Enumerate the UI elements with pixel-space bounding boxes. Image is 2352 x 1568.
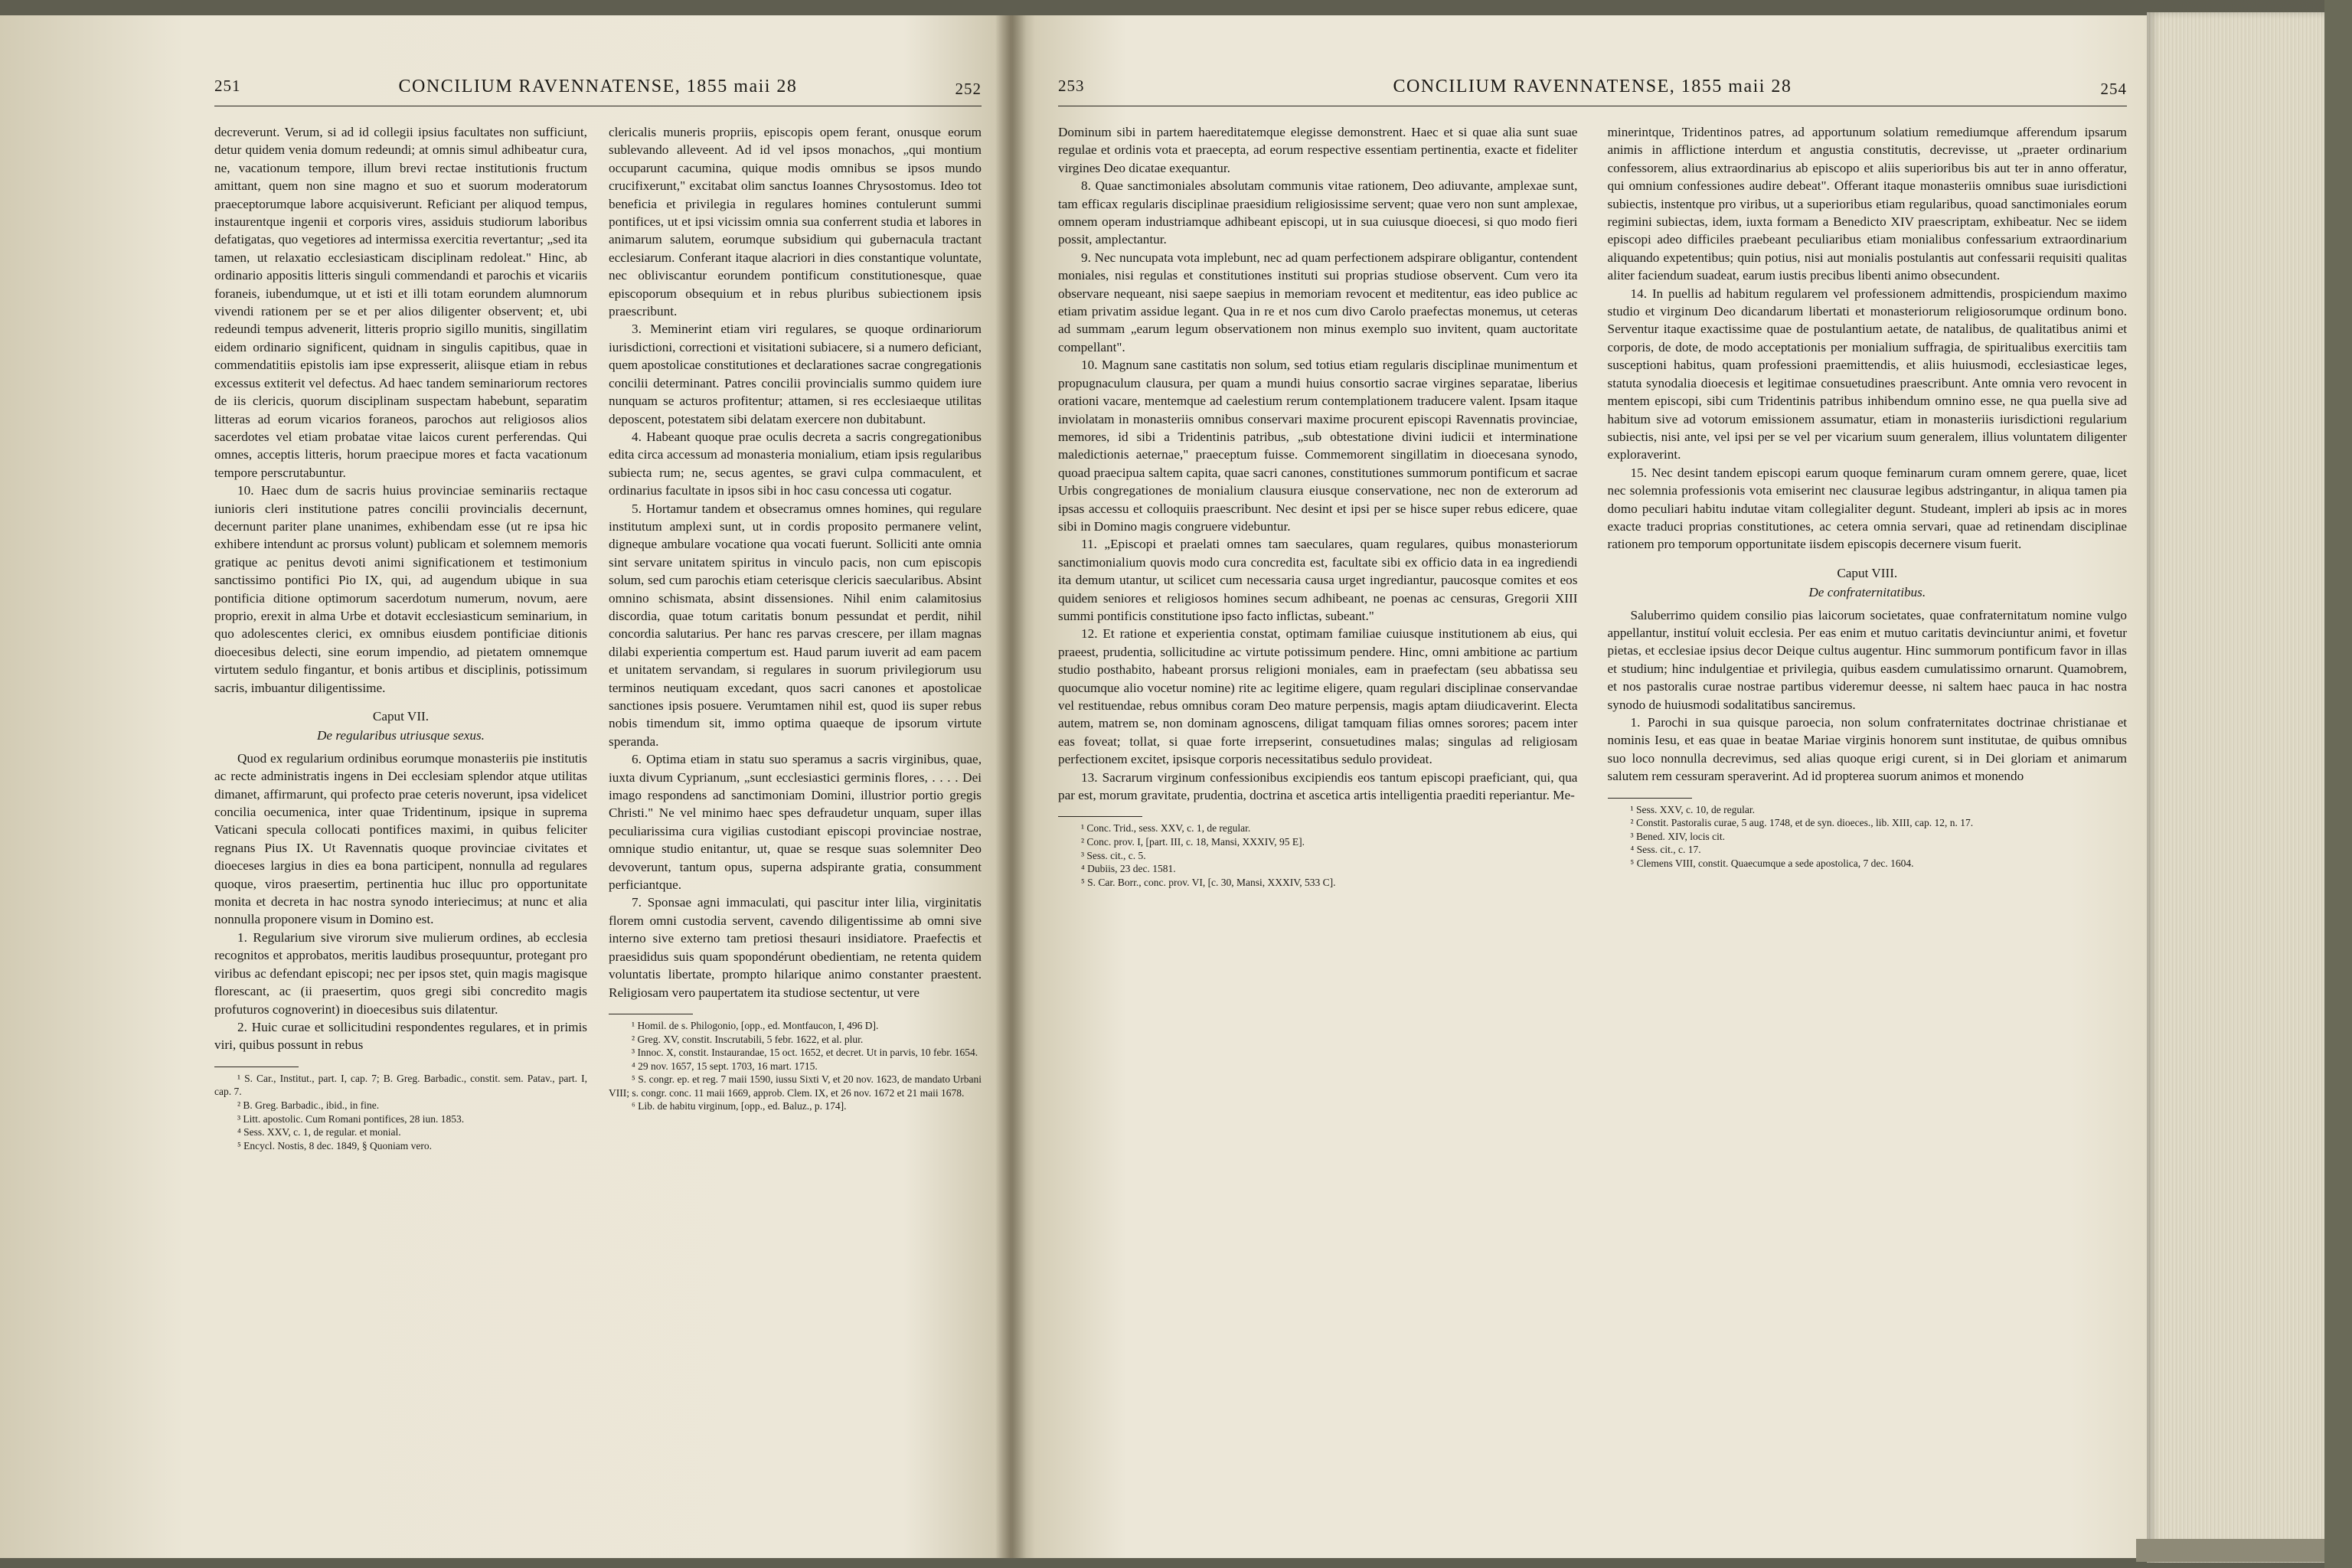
- paragraph: 5. Hortamur tandem et obsecramus omnes homines, qui regulare institutum amplexi sunt, ut in cordis proposito permanere velint, digneque ambulare vocatione qua vocati fuerunt. Solliciti ante omnia sint servare unitatem spiritus in vinculo pacis, non cum episcopis solum, sed cum parochis etiam ceterisque clericis saecularibus. Absint omnino schismata, absint dissensiones. Nihil enim calamitosius discordia, quae totum caritatis bonum pessundat et perdit, nihil concordia salutarius. Per hanc res parvas crescere, per illam magnas dilabi experientia compertum est. Haud parum iuverit ad eam pacem et unitatem servandam, si regulares in suorum privilegiorum usu terminos neutiquam excedant, quos sacri canones et apostolicae sanctiones ipsis posuere. Verumtamen nihil est, quod iis super rebus nobis timendum sit, immo optima quaeque de ipsorum virtute speranda.: [609, 501, 982, 749]
- paragraph: 9. Nec nuncupata vota implebunt, nec ad quam perfectionem adspirare obligantur, contendent moniales, nisi regulas et constitutiones instituti sui proprias studiose observent. Cum vero ita observare nequeant, nisi saepe saepius in memoriam revocent et meditentur, eas ideo publice ac etiam privatim assidue legant. Qua in re et nos cum divo Carolo praefectas monemus, ut ceteras ad summam „earum legum observationem non minus exemplo suo invitent, quam auctoritate compellant".: [1058, 250, 1578, 354]
- column-254: [1608, 123, 2127, 889]
- paragraph: clericalis muneris propriis, episcopis opem ferant, onusque eorum sublevando alleveent. Ad id vel ipsos monachos, „qui montium occuparunt cacumina, quique modis omnibus se ipsos mundo crucifixerunt," excitabat olim sanctus Ioannes Chrysostomus. Ideo tot beneficia et privilegia in regulares homines contulerunt summi pontifices, ut et ipsi vicissim omnia sua conferrent studia et labores in animarum salutem, eorumque subsidium qui gubernacula tractant ecclesiarum. Conferant itaque alacriori in dies constantique voluntate, nec obliviscantur eorundem pontificum constitutionesque, quae episcoporum obsequium et in rebus pluribus subiectionem ipsis praescribunt.: [609, 125, 982, 319]
- footnote: ⁶ Lib. de habitu virginum, [opp., ed. Baluz., p. 174].: [632, 1100, 847, 1112]
- footnote: ¹ S. Car., Institut., part. I, cap. 7; B. Greg. Barbadic., constit. sem. Patav., part. I, cap. 7.: [214, 1072, 587, 1098]
- paragraph: 3. Meminerint etiam viri regulares, se quoque ordinariorum iurisdictioni, correctioni et visitationi subiacere, si a numero deficiant, quem apostolicae constitutiones et declarationes sacrae congregationis concilii determinant. Patres concilii provincialis summo quidem iure nunquam se acturos profitentur; attamen, si res ecclesiaeque utilitas deposcent, potestatem sibi delatam exercere non dubitabunt.: [609, 322, 982, 426]
- footnote: ² B. Greg. Barbadic., ibid., in fine.: [237, 1099, 380, 1111]
- footnote: ⁴ 29 nov. 1657, 15 sept. 1703, 16 mart. 1715.: [632, 1060, 818, 1072]
- paragraph: 6. Optima etiam in statu suo speramus a sacris virginibus, quae, iuxta divum Cyprianum, „sunt ecclesiastici germinis flores, . . . . Dei imago respondens ad sanctimoniam Domini, illustrior portio gregis Christi." Ne vel minimo haec spes defraudetur unquam, super illas peculiarissima cura vigilias custodiant episcopi provinciae nostrae, omnique studio enitantur, ut, quae se resque suas solemniter Deo devoverunt, tantum opus, superna adspirante gratia, consumment perficiantque.: [609, 752, 982, 893]
- paragraph: decreverunt. Verum, si ad id collegii ipsius facultates non sufficiunt, detur quidem venia domum redeundi; at omnis simul adhibeatur cura, ne, vacationum tempore, illum brevi rectae institutionis fructum amittant, quem non sine magno et suo et suorum moderatorum praeceptorumque labore acquisiverunt. Reficiant per aliquod tempus, instaurentque ingenii et corporis vires, assiduis studiorum laboribus defatigatas, quo vegetiores ad intermissa exercitia revertantur; „sed ita tamen, ut relaxatio ecclesiasticam disciplinam redoleat." Hinc, ab ordinario appositis litteris singuli commendandi et parochis et vicariis foraneis, iubendumque, ut et isti et illi totam eorundem alumnorum vivendi rationem per se et per alios diligenter observent; et, ubi redeundi tempus advenerit, litteris proprio sigillo munitis, singillatim eidem ordinario significent, quidnam in singulis capitibus, quae in commendatitiis epistolis iam ipse expresserit, aliisque etiam in rebus excessus extiterit vel defectus. Ad haec tandem seminariorum rectores de iis clericis, quorum disciplinam suspectam habebunt, separatim litteras ad eorum vicarios foraneos, parochos aut religiosos alios sacerdotes vel etiam probatae vitae laicos curent perferendas. Qui omnes, acceptis litteris, horum praecipue mores et facta vacationum tempore perscrutabuntur.: [214, 125, 587, 480]
- paragraph: 10. Haec dum de sacris huius provinciae seminariis rectaque iunioris cleri institutione patres concilii provincialis decernunt, decernunt pariter plane unanimes, exhibendam esse (ut re ipsa hic exhibere intendunt ac prorsus volunt) publicam et solemnem memoris gratique ac penitus devoti animi significationem et testimonium sanctissimo pontifici Pio IX, qui, ad augendum ubique in sua pontificia ditione optimorum sacerdotum numerum, novum, aere proprio, erexit in alma Urbe et dotavit ecclesiasticum seminarium, in quo adolescentes clerici, ex omnibus eiusdem pontificiae ditionis dioecesibus delecti, sine eorum impendio, ad pietatem omnemque virtutem sedulo fingantur, et bonis artibus et disciplinis, potissimum sacris, imbuantur diligentissime.: [214, 483, 587, 695]
- running-head-right: [1058, 77, 2127, 106]
- column-251: [214, 123, 587, 1152]
- paragraph: 15. Nec desint tandem episcopi earum quoque feminarum curam omnem gerere, quae, licet nec solemnia professionis vota emiserint nec clausurae legibus adstringantur, in aliqua tamen pia domo peculiari habitu indutae vitam collegialiter degunt. Studeant, impleri ab ipsis ac in mores exacte traduci proprias constitutiones, ac cetera omnia servari, quae ad retinendam disciplinae rationem pro temporum opportunitate iisdem episcopis decernere visum fuerit.: [1607, 465, 2127, 552]
- paragraph: 13. Sacrarum virginum confessionibus excipiendis eos tantum episcopi praeficiant, qui, qua par est, morum gravitate, prudentia, doctrina et ascetica artis intelligentia praediti reperiantur. Me-: [1058, 769, 1578, 803]
- paragraph: Quod ex regularium ordinibus eorumque monasteriis pie institutis ac recte administratis ingens in Dei ecclesiam splendor atque utilitas dimanet, affirmarunt, qui profecto prae ceteris noverunt, ipsa videlicet concilia oecumenica, inter quae Tridentinum, ipsique in suprema Vaticani specula collocati pontifices maximi, in quibus feliciter regnans Pius IX. Ut Ravennatis quoque provinciae civitates et dioeceses largius in dies ea bona participent, nonnulla ad regulares quoque, viros praesertim, pertinentia huc illuc pro opportunitate monita et decreta in hac nostra synodo interiecimus; at nunc et alia nonnulla proponere visum in Domino est.: [214, 750, 587, 927]
- footnote: ⁵ Clemens VIII, constit. Quaecumque a sede apostolica, 7 dec. 1604.: [1630, 858, 1914, 869]
- footnote: ⁴ Sess. XXV, c. 1, de regular. et monial.: [237, 1126, 401, 1138]
- footnote: ³ Innoc. X, constit. Instaurandae, 15 oct. 1652, et decret. Ut in parvis, 10 febr. 1654.: [632, 1047, 978, 1059]
- running-head-left: [214, 77, 982, 106]
- paragraph: 12. Et ratione et experientia constat, optimam familiae cuiusque institutionem ab eius, qui praeest, prudentia, sollicitudine ac virtute potissimum pendere. Hinc, omni ambitione ac partium studio posthabito, habeant prorsus religioni moniales, eam in praefectam (seu abbatissa seu quocumque alio vocetur nomine) rite ac legitime eligere, quam regulari disciplinae conservandae vel restituendae, rebus omnibus coram Deo mature perpensis, magis aptam diiudicaverint. Electa autem, matrem se, non dominam agnoscens, diligat tamquam filias omnes sorores; pacem inter eas foveat; tollat, si quae forte irrepserint, consuetudines malas; singulas ad religiosam perfectionem excitet, ipsisque corporis necessitatibus sedulo provideat.: [1058, 626, 1578, 767]
- running-title: CONCILIUM RAVENNATENSE, 1855 maii 28: [398, 77, 798, 96]
- footnote: ⁵ S. Car. Borr., conc. prov. VI, [c. 30, Mansi, XXXIV, 533 C].: [1081, 876, 1336, 888]
- paragraph: 14. In puellis ad habitum regularem vel professionem admittendis, prospiciendum maximo studio et virginum Deo dicandarum libertati et monasteriorum religiosorumque ordinum bono. Serventur itaque exactissime quae de postulantium aetate, de natalibus, de qualitatibus animi et corporis, de dote, de modo acceptationis per monialium suffragia, de spiritualibus exercitiis tam susceptioni habitus, quam professioni praemittendis, et aliis huiusmodi, ecclesiasticae leges, statuta synodalia dioecesis et legitimae consuetudines praescribunt. Ante omnia vero revocent in mentem episcopi, sibi cum Tridentinis patribus inhibendum omnino esse, ne qua puella sive ad habitum sive ad votorum emissionem assumatur, etiam in monasteriis iurisdictioni regularium subiectis, nisi ante, vel ipsi per se vel per vicarium suum generalem, illius voluntatem diligenter exploraverint.: [1607, 286, 2127, 462]
- paragraph: 7. Sponsae agni immaculati, qui pascitur inter lilia, virginitatis florem omni custodia servent, cavendo diligentissime ab omni sive interno sive externo tam pretiosi thesauri insidiatore. Praefectis et praesididus suis quam spopondérunt obedientiam, ne retenta quidem voluntatis libertate, prompto hilarique animo constanter praestent. Religiosam vero paupertatem ita studiose sectentur, ut vere: [609, 895, 982, 1000]
- footnote: ³ Litt. apostolic. Cum Romani pontifices, 28 iun. 1853.: [237, 1112, 465, 1125]
- paragraph: 10. Magnum sane castitatis non solum, sed totius etiam regularis disciplinae munimentum et propugnaculum clausura, per quam a mundi huius consortio sacrae virgines separatae, liberius orationi vacare, mentemque ad caelestium rerum contemplationem traducere valent. Ipsam itaque inviolatam in monasteriis omnibus conservari maxime procurent episcopi Ravennatis provinciae, memores, id sibi a Tridentinis patribus, „sub obtestatione divini iudicii et interminatione maledictionis aeternae," praeceptum fuisse. Commemorent singillatim in dioecesana synodo, quoad praecipua saltem capita, quae sacri canones, constitutiones summorum pontificum et sacrae Urbis congregationes de monialium clausura eiusque conservatione, nec non de exterorum ad ipsas accessu et colloquiis praescribunt. Nec desint et ipsi per se hisce super rebus edicere, quae sibi in Domino magis congruere videbuntur.: [1058, 358, 1578, 534]
- running-title: CONCILIUM RAVENNATENSE, 1855 maii 28: [1393, 77, 1792, 96]
- column-253: [1058, 123, 1577, 889]
- page-number-252: 252: [955, 80, 982, 98]
- paragraph: 2. Huic curae et sollicitudini respondentes regulares, et in primis viri, quibus possunt in rebus: [214, 1019, 587, 1053]
- paragraph: 11. „Episcopi et praelati omnes tam saeculares, quam regulares, quibus monasteriorum sanctimonialium quovis modo cura concredita est, facultate sibi ex officio data in ea ingrediendi ita demum utantur, ut scilicet cum necessaria causa urget ingrediantur, paucosque comites et eos quidem seniores et religiosos homines secum adhibeant, ne poenas ac censuras, Gregorii XIII summi pontificis constitutione ipso facto inflictas, subeant.": [1058, 537, 1578, 623]
- page-number-251: 251: [214, 77, 241, 95]
- page-number-253: 253: [1058, 77, 1085, 95]
- paragraph: 4. Habeant quoque prae oculis decreta a sacris congregationibus edita circa accessum ad monasteria monialium, etiam ipsis regularibus subiecta rum; ne, secus agentes, se gravi culpa commaculent, et ordinarius facultate in ipsos sibi in hoc casu concessa uti cogatur.: [609, 429, 982, 498]
- footnote: ⁴ Sess. cit., c. 17.: [1630, 844, 1701, 856]
- footnote: ⁵ S. congr. ep. et reg. 7 maii 1590, iussu Sixti V, et 20 nov. 1623, de mandato Urbani VIII; s. congr. conc. 11 maii 1669, approb. Clem. IX, et 26 nov. 1672 et 21 maii 1678.: [609, 1073, 982, 1099]
- footnote: ¹ Conc. Trid., sess. XXV, c. 1, de regular.: [1081, 822, 1251, 835]
- book-gutter: [995, 15, 1026, 1558]
- footnote: ³ Bened. XIV, locis cit.: [1630, 830, 1725, 842]
- chapter-heading: Caput VIII.: [1837, 565, 1898, 580]
- chapter-subtitle: De confraternitatibus.: [1808, 585, 1926, 600]
- paragraph: 8. Quae sanctimoniales absolutam communis vitae rationem, Deo adiuvante, amplexae sunt, tam efficax regularis disciplinae praesidium religiosissime servent; quae vero non sunt amplexae, omnem operam industriamque adhibeant episcopi, ut in sua cuiusque dioecesi, si quo modo fieri possit, amplectantur.: [1058, 178, 1578, 247]
- right-page: [1012, 15, 2147, 1558]
- footnote: ² Greg. XV, constit. Inscrutabili, 5 febr. 1622, et al. plur.: [632, 1033, 864, 1045]
- footnote: ¹ Homil. de s. Philogonio, [opp., ed. Montfaucon, I, 496 D].: [632, 1019, 879, 1031]
- footnote: ⁴ Dubiis, 23 dec. 1581.: [1081, 863, 1176, 875]
- chapter-subtitle: De regularibus utriusque sexus.: [317, 728, 485, 743]
- left-page: [0, 15, 1012, 1558]
- background-surface: [2324, 0, 2352, 1568]
- chapter-heading: Caput VII.: [372, 709, 430, 724]
- paragraph: Saluberrimo quidem consilio pias laicorum societates, quae confraternitatum nomine vulgo appellantur, instituí voluit ecclesia. Per eas enim et mutuo caritatis devinciuntur animi, et fovetur pietas, et ecclesiae ipsius decor Deique cultus augentur. Hinc summorum pontificum favor in illas et studium; hinc indulgentiae et privilegia, quibus easdem cumulatissimo ornarunt. Quamobrem, et nos pastoralis curae nostrae partibus videremur deesse, ni saltem haec pauca in hac nostra synodo de huiusmodi sodalitatibus sanciremus.: [1607, 607, 2127, 712]
- paragraph: minerintque, Tridentinos patres, ad apportunum solatium remediumque afferendum ipsarum animis in afflictione interdum et angustia constitutis, decrevisse, ut „praeter ordinarium confessorem, alius extraordinarius ab episcopo et aliis superioribus bis aut ter in anno offeratur, qui omnium confessiones audire debeat". Offerant itaque monasteriis omnibus suae iurisdictioni subiectis, instentque pro viribus, ut a superioribus etiam regularibus, quoad sanctimoniales eorum regimini subiectas, idem, iuxta formam a Benedicto XIV praescriptam, exhibeatur. Nec se iidem episcopi adeo difficiles praebeant peculiaribus etiam monialibus confessarium extraordinarium aliquando expetentibus; quin potius, nisi aut monialis postulantis aut confessarii requisiti qualitas aliter faciendum suadeat, earum iustis precibus libenti animo obsecundent.: [1607, 125, 2127, 283]
- book-bottom-edge: [2136, 1539, 2335, 1562]
- paragraph: 1. Regularium sive virorum sive mulierum ordines, ab ecclesia recognitos et approbatos, meritis laudibus prosequuntur, protegant pro viribus ac defendant episcopi; nec per ipsos stet, quin magis magisque florescant, ac (ii praesertim, quos gregi sibi concredito magis profuturos cognoverint) in dioecesibus suis dilatentur.: [214, 929, 587, 1017]
- footnote-rule: [1058, 816, 1142, 817]
- footnote: ⁵ Encycl. Nostis, 8 dec. 1849, § Quoniam vero.: [237, 1139, 433, 1152]
- footnote: ³ Sess. cit., c. 5.: [1081, 849, 1146, 861]
- footnote-rule: [1608, 798, 1692, 799]
- paragraph: 1. Parochi in sua quisque paroecia, non solum confraternitates doctrinae christianae et nominis Iesu, et eas quae in beatae Mariae virginis honorem sunt institutae, de quibus omnibus suo loco nonnulla decrevimus, sed alias quoque erigi curent, si in Dei gloriam et animarum salutem rem cessuram speraverint. Ad id propterea suorum animos et monendo: [1607, 715, 2127, 784]
- column-252: [609, 123, 982, 1152]
- page-number-254: 254: [2100, 80, 2127, 98]
- paragraph: Dominum sibi in partem haereditatemque elegisse demonstrent. Haec et si quae alia sunt suae regulae et ordinis vota et praecepta, ad eorum respective essentiam pertinentia, exacte et fideliter virgines Deo dicatae exequantur.: [1058, 125, 1578, 175]
- page-edges: [2147, 12, 2324, 1563]
- footnote: ² Constit. Pastoralis curae, 5 aug. 1748, et de syn. dioeces., lib. XIII, cap. 12, n. 17.: [1630, 817, 1974, 829]
- footnote: ² Conc. prov. I, [part. III, c. 18, Mansi, XXXIV, 95 E].: [1081, 836, 1305, 848]
- footnote: ¹ Sess. XXV, c. 10, de regular.: [1630, 803, 1755, 815]
